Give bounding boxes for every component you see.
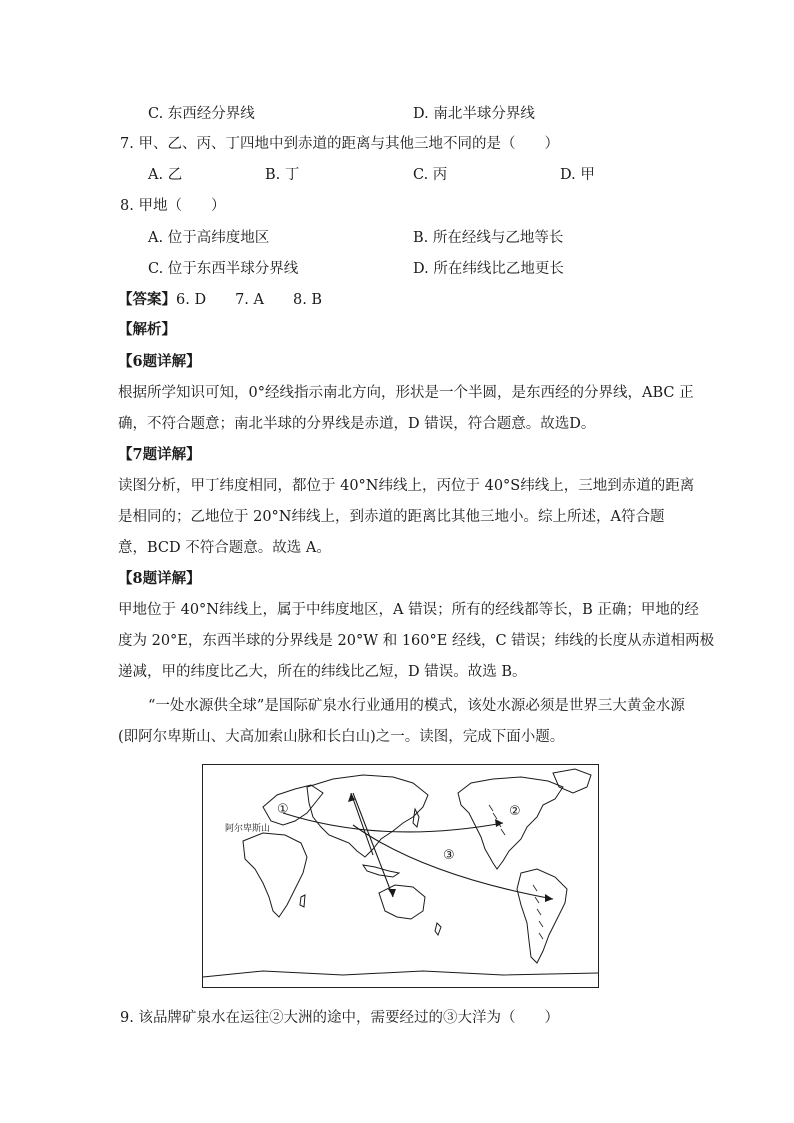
answer-text: 6. D 7. A 8. B: [176, 292, 323, 308]
detail-6-line: 根据所学知识可知，0°经线指示南北方向，形状是一个半圆，是东西经的分界线，ABC 正: [118, 385, 694, 401]
q7-option-c: C. 丙: [413, 167, 448, 183]
passage-line: (即阿尔卑斯山、大高加索山脉和长白山)之一。读图，完成下面小题。: [118, 729, 565, 745]
passage-line: “一处水源供全球”是国际矿泉水行业通用的模式，该处水源必须是世界三大黄金水源: [148, 698, 685, 714]
route-to-australia: [353, 793, 393, 897]
greenland-outline: [553, 769, 591, 793]
map-marker-2: ②: [509, 804, 521, 819]
detail-6-label: 【6题详解】: [118, 353, 201, 370]
detail-6-line: 确，不符合题意；南北半球的分界线是赤道，D 错误，符合题意。故选D。: [118, 416, 596, 432]
option-d: D. 南北半球分界线: [413, 106, 535, 122]
south-america-outline: [517, 869, 567, 963]
analysis-label: 【解析】: [118, 321, 176, 338]
alps-label: 阿尔卑斯山: [225, 824, 271, 834]
question-7-stem: 7. 甲、乙、丙、丁四地中到赤道的距离与其他三地不同的是（ ）: [120, 136, 559, 152]
detail-8-line: 度为 20°E，东西半球的分界线是 20°W 和 160°E 经线，C 错误；纬线的长度从赤道相两极: [118, 633, 715, 649]
option-c: C. 东西经分界线: [148, 106, 255, 122]
q8-option-d: D. 所在纬线比乙地更长: [413, 261, 564, 277]
world-map-figure: [202, 764, 599, 988]
detail-8-label: 【8题详解】: [118, 570, 201, 587]
north-america-outline: [458, 777, 563, 869]
q8-option-b: B. 所在经线与乙地等长: [413, 230, 564, 246]
answer-label: 【答案】: [118, 291, 176, 308]
route-to-asia: [351, 793, 373, 855]
arrowhead-icon: [495, 819, 503, 827]
new-zealand-outline: [435, 923, 441, 935]
q7-option-d: D. 甲: [560, 167, 595, 183]
arrowhead-icon: [545, 894, 553, 902]
q7-option-b: B. 丁: [265, 167, 300, 183]
q7-option-a: A. 乙: [148, 167, 183, 183]
world-map-svg: [203, 765, 598, 987]
detail-8-line: 递减，甲的纬度比乙大，所在的纬线比乙短，D 错误。故选 B。: [118, 664, 527, 680]
detail-8-line: 甲地位于 40°N纬线上，属于中纬度地区，A 错误；所有的经线都等长，B 正确；甲地的经: [118, 602, 699, 618]
q8-option-a: A. 位于高纬度地区: [148, 230, 270, 246]
australia-outline: [379, 885, 425, 919]
map-marker-1: ①: [277, 802, 289, 817]
detail-7-line: 意，BCD 不符合题意。故选 A。: [118, 540, 331, 556]
question-8-stem: 8. 甲地（ ）: [120, 198, 226, 214]
andes-hatch: [533, 885, 543, 939]
madagascar-outline: [300, 895, 305, 907]
detail-7-label: 【7题详解】: [118, 446, 201, 463]
q8-option-c: C. 位于东西半球分界线: [148, 261, 299, 277]
question-9-stem: 9. 该品牌矿泉水在运往②大洲的途中，需要经过的③大洋为（ ）: [120, 1010, 559, 1026]
africa-outline: [243, 833, 307, 917]
detail-7-line: 是相同的；乙地位于 20°N纬线上，到赤道的距离比其他三地小。综上所述，A符合题: [118, 509, 665, 525]
detail-7-line: 读图分析，甲丁纬度相同，都位于 40°N纬线上，丙位于 40°S纬线上，三地到赤道的距离: [118, 478, 695, 494]
map-marker-3: ③: [443, 848, 455, 863]
antarctica-outline: [203, 971, 598, 977]
asia-outline: [307, 775, 428, 857]
answer-line: [118, 290, 322, 310]
